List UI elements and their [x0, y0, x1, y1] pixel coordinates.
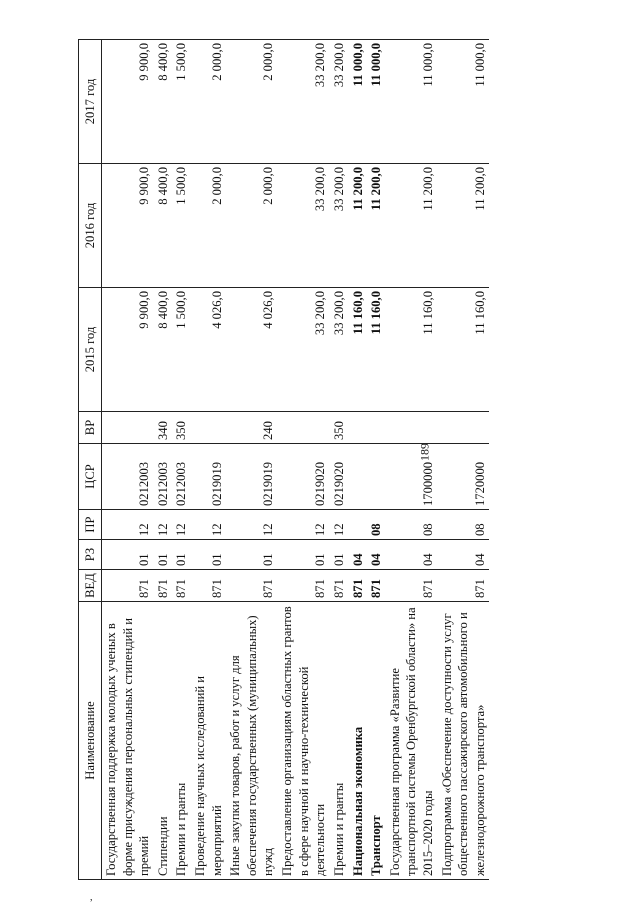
header-ved: ВЕД [79, 570, 102, 602]
page-number: 189 [417, 443, 432, 461]
rotated-table-container [78, 40, 487, 880]
cell-pr: 12 [102, 510, 154, 540]
cell-y2017: 33 200,0 [330, 40, 349, 164]
budget-table [78, 39, 489, 880]
margin-mark: , [90, 892, 93, 903]
header-2015: 2015 год [79, 288, 102, 412]
table-row [438, 40, 490, 880]
cell-y2015: 11 160,0 [438, 288, 490, 412]
cell-vr: 340 [154, 412, 173, 444]
cell-y2017: 1 500,0 [172, 40, 191, 164]
table-row [278, 40, 330, 880]
cell-y2015: 9 900,0 [102, 288, 154, 412]
cell-pr: 12 [226, 510, 278, 540]
table-row [367, 40, 386, 880]
cell-ved: 871 [438, 570, 490, 602]
cell-name: Подпрограмма «Обеспечение доступности услуг общественного пассажирского автомобильного и железнодорожного транспорта» [438, 602, 490, 880]
cell-y2015: 4 026,0 [226, 288, 278, 412]
cell-pr: 12 [278, 510, 330, 540]
cell-ved: 871 [102, 570, 154, 602]
cell-y2016: 11 200,0 [386, 164, 438, 288]
header-pr: ПР [79, 510, 102, 540]
cell-y2016: 11 200,0 [367, 164, 386, 288]
cell-y2017: 11 000,0 [349, 40, 368, 164]
cell-rz: 04 [438, 540, 490, 570]
cell-rz: 01 [102, 540, 154, 570]
cell-pr [349, 510, 368, 540]
cell-ved: 871 [154, 570, 173, 602]
cell-rz: 01 [191, 540, 226, 570]
cell-rz: 04 [349, 540, 368, 570]
cell-y2017: 8 400,0 [154, 40, 173, 164]
header-2016: 2016 год [79, 164, 102, 288]
cell-vr [278, 412, 330, 444]
cell-pr: 08 [386, 510, 438, 540]
cell-ved: 871 [386, 570, 438, 602]
cell-pr: 12 [330, 510, 349, 540]
cell-vr: 240 [226, 412, 278, 444]
cell-name: Государственная поддержка молодых ученых в форме присуждения персональных стипендий и премий [102, 602, 154, 880]
cell-csr: 1700000 [386, 444, 438, 510]
cell-rz: 01 [278, 540, 330, 570]
cell-pr: 12 [172, 510, 191, 540]
table-row [154, 40, 173, 880]
cell-vr [349, 412, 368, 444]
cell-csr [367, 444, 386, 510]
cell-ved: 871 [226, 570, 278, 602]
cell-pr: 12 [191, 510, 226, 540]
cell-csr: 0212003 [172, 444, 191, 510]
cell-name: Премии и гранты [330, 602, 349, 880]
table-header-row [79, 40, 102, 880]
table-body [102, 40, 490, 880]
cell-csr [349, 444, 368, 510]
cell-name: Транспорт [367, 602, 386, 880]
cell-name: Стипендии [154, 602, 173, 880]
cell-ved: 871 [278, 570, 330, 602]
cell-y2016: 33 200,0 [330, 164, 349, 288]
cell-y2016: 2 000,0 [191, 164, 226, 288]
cell-y2015: 11 160,0 [386, 288, 438, 412]
cell-vr [386, 412, 438, 444]
table-row [172, 40, 191, 880]
cell-csr: 0219019 [191, 444, 226, 510]
cell-y2015: 4 026,0 [191, 288, 226, 412]
cell-y2016: 1 500,0 [172, 164, 191, 288]
header-name: Наименование [79, 602, 102, 880]
table-row [102, 40, 154, 880]
cell-y2015: 33 200,0 [278, 288, 330, 412]
cell-name: Иные закупки товаров, работ и услуг для обеспечения государственных (муниципальных) нужд [226, 602, 278, 880]
cell-y2016: 11 200,0 [349, 164, 368, 288]
table-row [386, 40, 438, 880]
cell-vr: 350 [172, 412, 191, 444]
cell-ved: 871 [191, 570, 226, 602]
cell-y2015: 11 160,0 [349, 288, 368, 412]
cell-rz: 04 [367, 540, 386, 570]
cell-csr: 0219020 [330, 444, 349, 510]
cell-rz: 01 [154, 540, 173, 570]
cell-y2017: 2 000,0 [226, 40, 278, 164]
cell-pr: 12 [154, 510, 173, 540]
cell-ved: 871 [330, 570, 349, 602]
cell-pr: 08 [367, 510, 386, 540]
cell-rz: 01 [226, 540, 278, 570]
cell-y2017: 9 900,0 [102, 40, 154, 164]
cell-y2016: 33 200,0 [278, 164, 330, 288]
table-row [330, 40, 349, 880]
cell-csr: 0212003 [102, 444, 154, 510]
cell-y2017: 11 000,0 [386, 40, 438, 164]
cell-csr: 0219020 [278, 444, 330, 510]
header-vr: ВР [79, 412, 102, 444]
cell-vr: 350 [330, 412, 349, 444]
cell-csr: 0212003 [154, 444, 173, 510]
cell-csr: 0219019 [226, 444, 278, 510]
cell-name: Национальная экономика [349, 602, 368, 880]
cell-ved: 871 [349, 570, 368, 602]
cell-pr: 08 [438, 510, 490, 540]
cell-y2017: 2 000,0 [191, 40, 226, 164]
cell-y2015: 11 160,0 [367, 288, 386, 412]
cell-vr [367, 412, 386, 444]
cell-vr [438, 412, 490, 444]
header-2017: 2017 год [79, 40, 102, 164]
cell-y2015: 33 200,0 [330, 288, 349, 412]
cell-csr: 1720000 [438, 444, 490, 510]
cell-vr [102, 412, 154, 444]
cell-name: Государственная программа «Развитие транспортной системы Оренбургской области» на 2015–2020 годы [386, 602, 438, 880]
cell-y2016: 8 400,0 [154, 164, 173, 288]
cell-y2017: 11 000,0 [438, 40, 490, 164]
cell-rz: 01 [172, 540, 191, 570]
cell-y2015: 8 400,0 [154, 288, 173, 412]
cell-y2016: 11 200,0 [438, 164, 490, 288]
header-csr: ЦСР [79, 444, 102, 510]
cell-rz: 01 [330, 540, 349, 570]
cell-name: Проведение научных исследований и мероприятий [191, 602, 226, 880]
cell-rz: 04 [386, 540, 438, 570]
cell-y2017: 11 000,0 [367, 40, 386, 164]
cell-ved: 871 [172, 570, 191, 602]
cell-name: Премии и гранты [172, 602, 191, 880]
cell-ved: 871 [367, 570, 386, 602]
cell-y2016: 2 000,0 [226, 164, 278, 288]
header-rz: РЗ [79, 540, 102, 570]
cell-vr [191, 412, 226, 444]
cell-y2016: 9 900,0 [102, 164, 154, 288]
cell-name: Предоставление организациям областных грантов в сфере научной и научно-технической деятельности [278, 602, 330, 880]
cell-y2015: 1 500,0 [172, 288, 191, 412]
table-row [226, 40, 278, 880]
rotated-sheet [78, 40, 487, 880]
table-row [349, 40, 368, 880]
table-row [191, 40, 226, 880]
cell-y2017: 33 200,0 [278, 40, 330, 164]
